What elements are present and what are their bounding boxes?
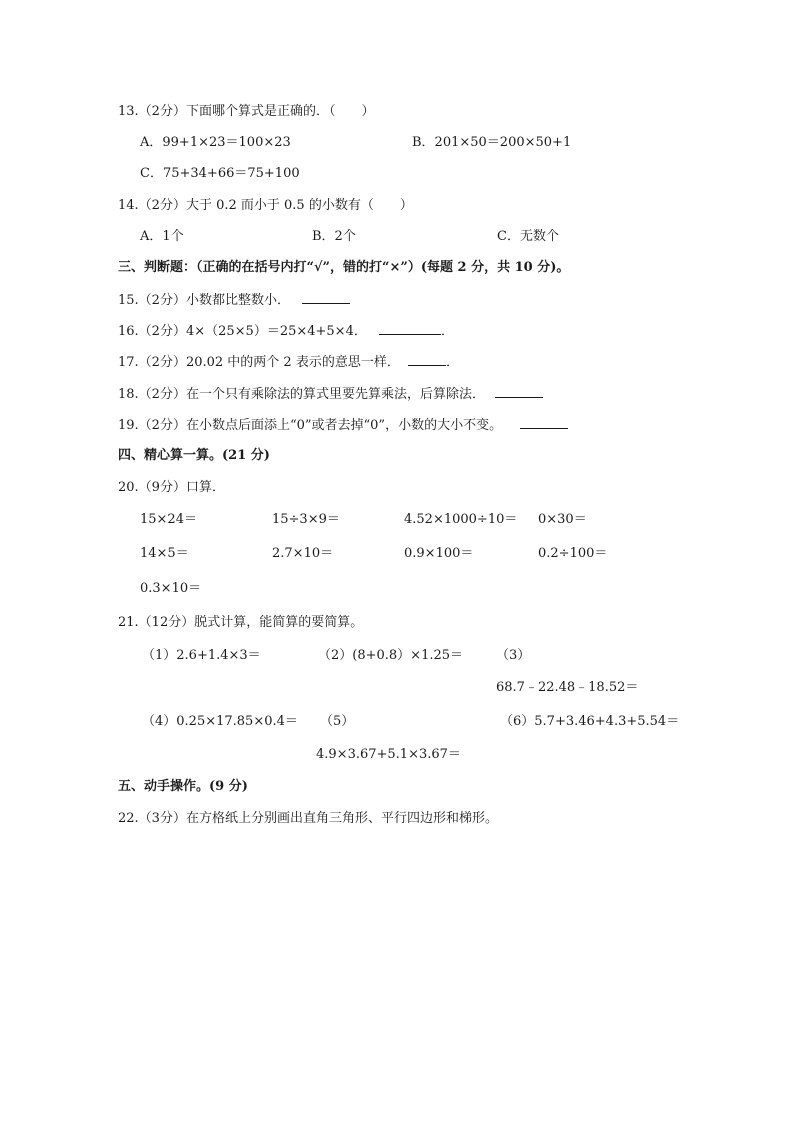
- q20-item-1: 15×24＝: [140, 512, 197, 527]
- q18-text: 18.（2分）在一个只有乘除法的算式里要先算乘法，后算除法．: [118, 387, 485, 402]
- q21-part-2: （2）(8+0.8）×1.25＝: [318, 648, 464, 663]
- q20-item-2: 15÷3×9＝: [272, 512, 340, 527]
- q21-part-4: （4）0.25×17.85×0.4＝: [142, 714, 298, 729]
- q20-item-7: 0.9×100＝: [404, 546, 474, 561]
- section4-title: 四、精心算一算。(21 分): [118, 448, 270, 463]
- q15-answer-blank[interactable]: [302, 291, 350, 304]
- q17-line: [118, 353, 459, 372]
- q15-line: [118, 291, 350, 310]
- q21-part-3-label: （3）: [496, 648, 531, 663]
- q20-item-3: 4.52×1000÷10＝: [404, 512, 518, 527]
- q20-item-4: 0×30＝: [538, 512, 587, 527]
- q21-stem: 21.（12分）脱式计算，能简算的要简算。: [118, 615, 364, 630]
- q21-part-5-expr: 4.9×3.67+5.1×3.67＝: [316, 747, 461, 762]
- q16-text: 16.（2分）4×（25×5）＝25×4+5×4．: [118, 324, 367, 339]
- q13-option-b: B．201×50＝200×50+1: [412, 135, 572, 150]
- q19-answer-blank[interactable]: [520, 416, 568, 429]
- q14-option-c: C．无数个: [497, 229, 559, 244]
- q14-stem: 14.（2分）大于 0.2 而小于 0.5 的小数有（ ）: [118, 198, 413, 213]
- q13-option-a: A．99+1×23＝100×23: [140, 135, 291, 150]
- q14-option-b: B．2个: [312, 229, 356, 244]
- q21-part-1: （1）2.6+1.4×3＝: [142, 648, 261, 663]
- q21-part-5-label: （5）: [320, 714, 355, 729]
- q21-part-3-expr: 68.7﹣22.48﹣18.52＝: [496, 680, 639, 695]
- q21-part-6: （6）5.7+3.46+4.3+5.54＝: [500, 714, 680, 729]
- q18-answer-blank[interactable]: [495, 385, 543, 398]
- q16-line: [118, 322, 454, 341]
- q19-line: [118, 416, 568, 435]
- q17-tail: ．: [445, 355, 459, 370]
- q17-answer-blank[interactable]: [408, 353, 446, 366]
- q15-text: 15.（2分）小数都比整数小．: [118, 293, 290, 308]
- q17-text: 17.（2分）20.02 中的两个 2 表示的意思一样．: [118, 355, 400, 370]
- section3-title: 三、判断题：（正确的在括号内打“√”，错的打“×”）(每题 2 分，共 10 分)。: [118, 260, 570, 275]
- q14-option-a: A．1个: [140, 229, 184, 244]
- q13-stem: 13.（2分）下面哪个算式是正确的．（ ）: [118, 104, 375, 119]
- q20-item-8: 0.2÷100＝: [538, 546, 608, 561]
- q13-option-c: C．75+34+66＝75+100: [140, 166, 300, 181]
- q16-answer-blank[interactable]: [379, 322, 441, 335]
- q18-line: [118, 385, 543, 404]
- q20-item-6: 2.7×10＝: [272, 546, 334, 561]
- q16-tail: ．: [441, 324, 455, 339]
- q19-text: 19.（2分）在小数点后面添上“0”或者去掉“0”，小数的大小不变。: [118, 418, 503, 433]
- q20-stem: 20.（9分）口算．: [118, 480, 225, 495]
- q22-stem: 22.（3分）在方格纸上分别画出直角三角形、平行四边形和梯形。: [118, 811, 498, 826]
- q20-item-9: 0.3×10＝: [140, 581, 202, 596]
- q20-item-5: 14×5＝: [140, 546, 189, 561]
- section5-title: 五、动手操作。(9 分): [118, 779, 248, 794]
